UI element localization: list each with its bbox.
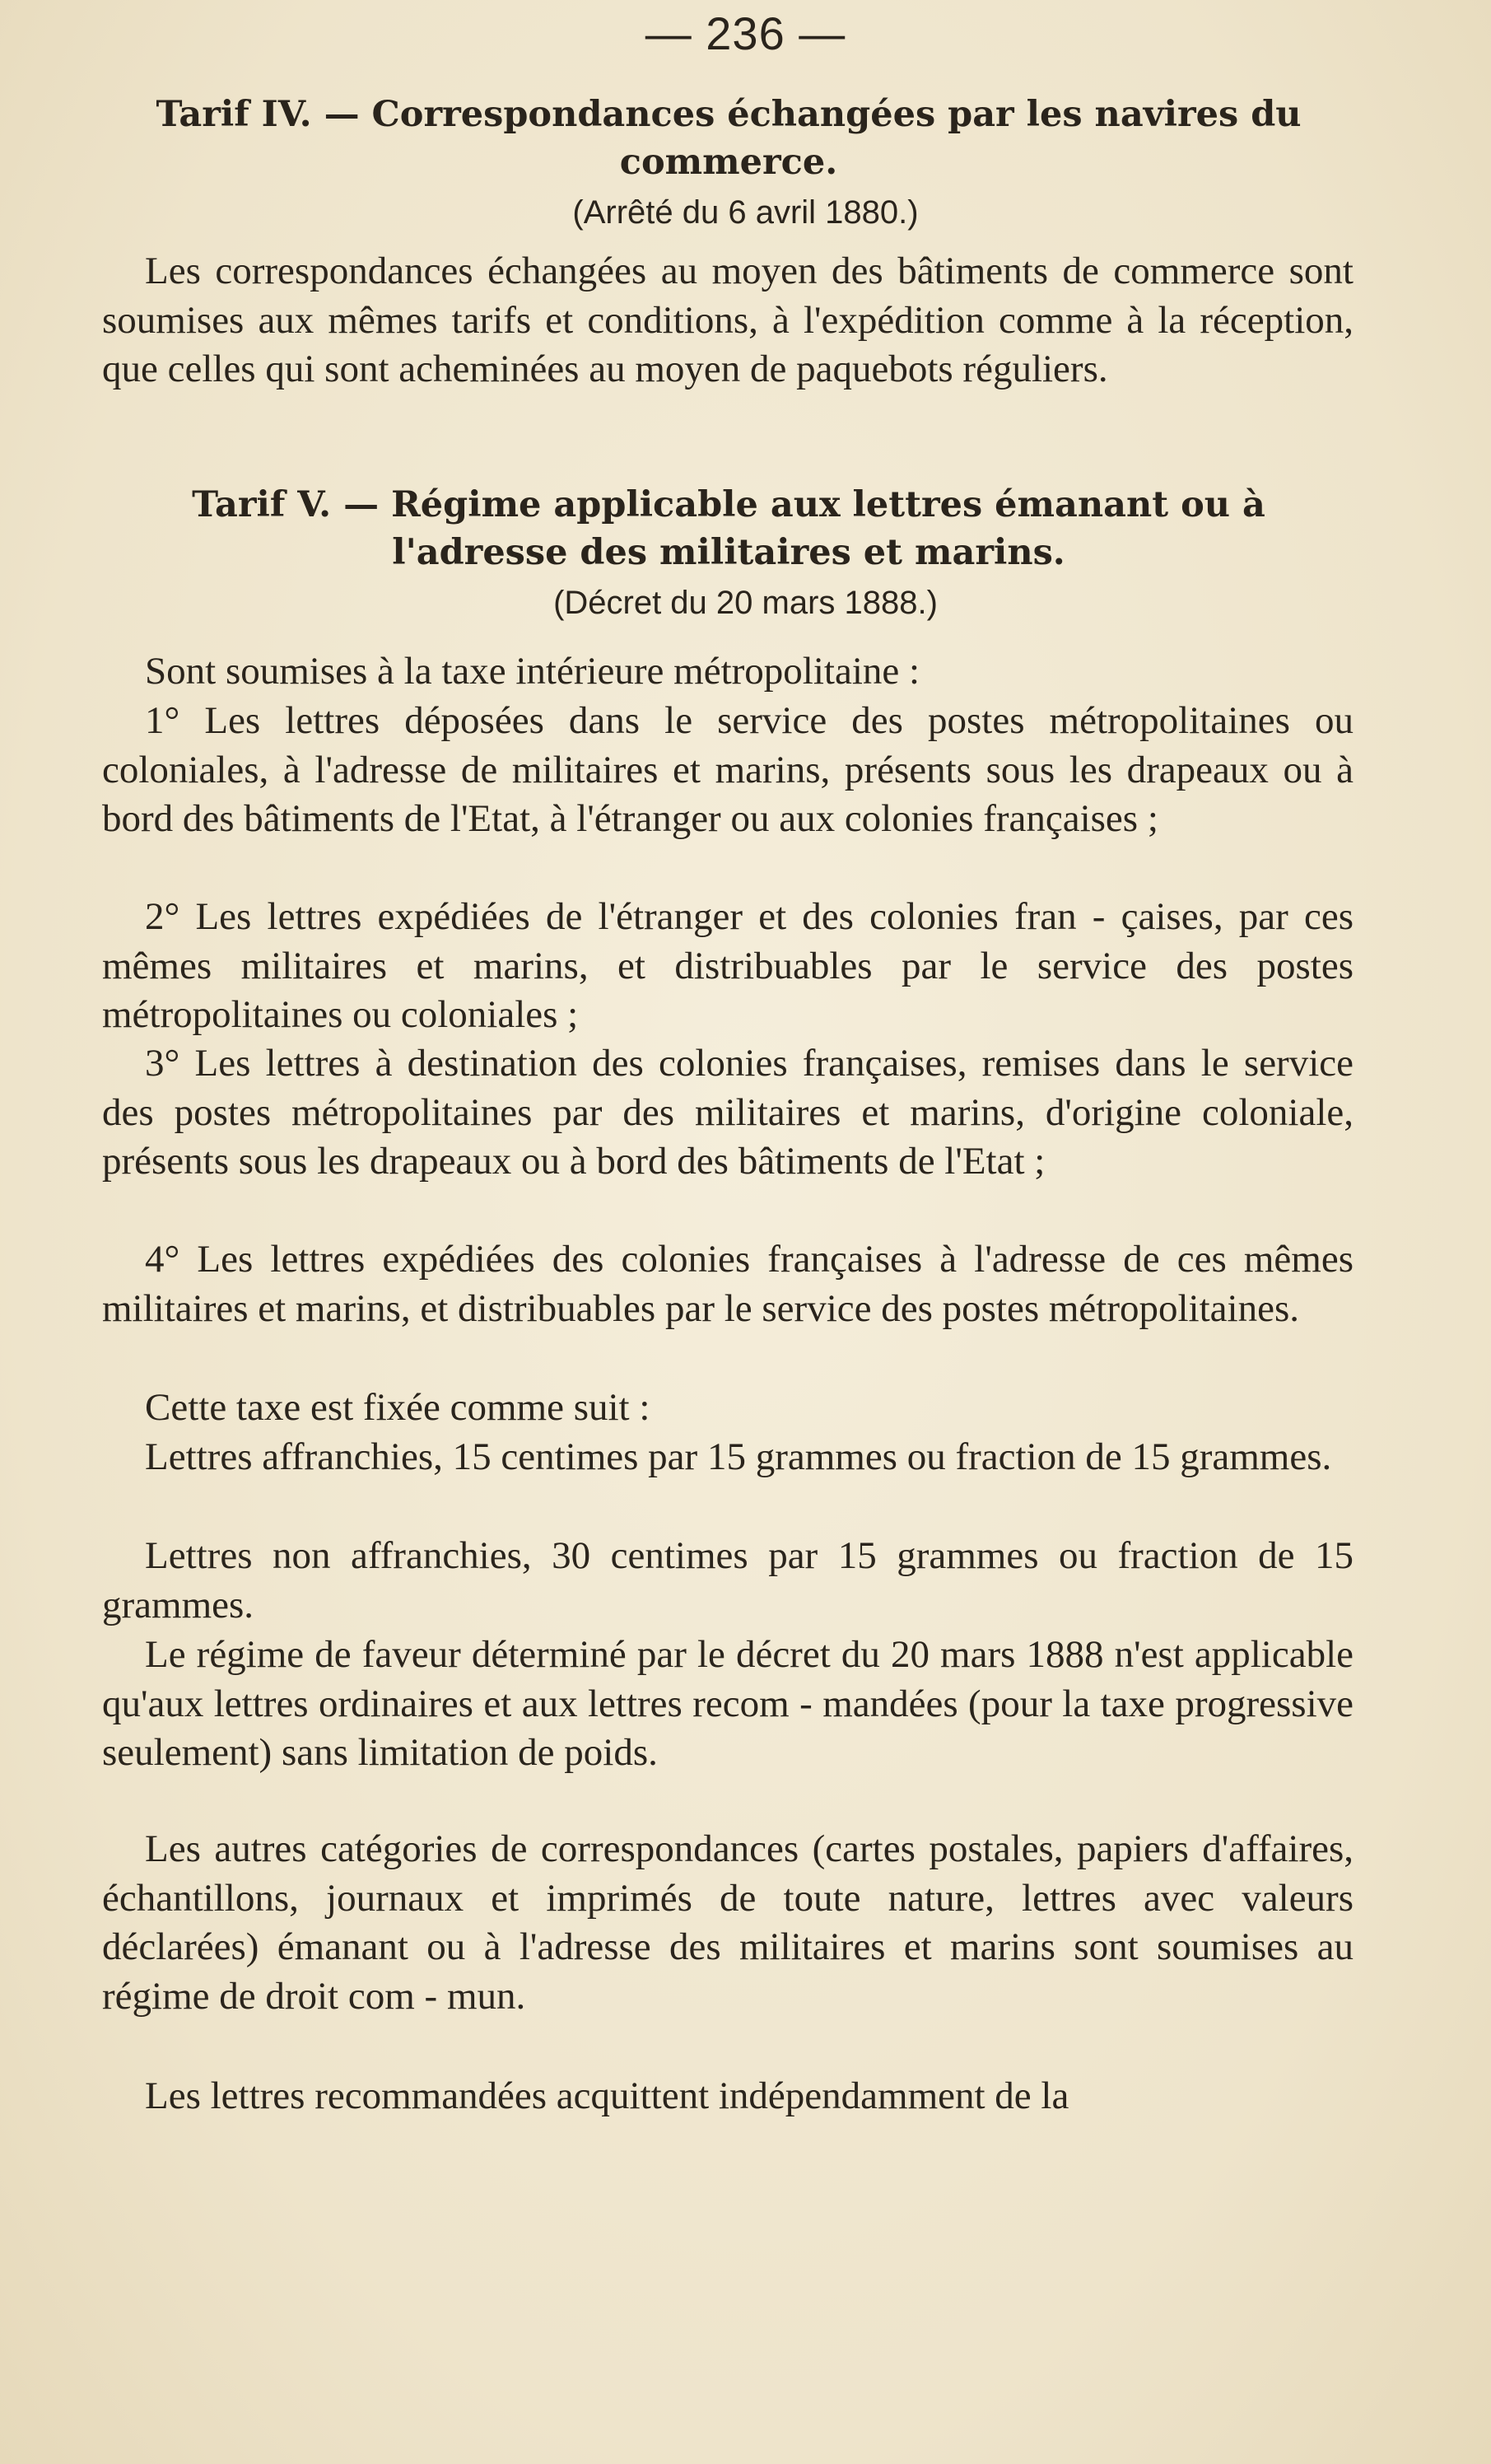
tarif-v-regime: Le régime de faveur déterminé par le décret du 20 mars 1888 n'est applicable qu'aux lettres ordinaires et aux lettres recom - mandées (pour la taxe progressive seulement) sans limitation de poids. <box>102 1633 1354 1774</box>
tarif-v-intro: Sont soumises à la taxe intérieure métropolitaine : <box>145 650 920 693</box>
tarif-v-affranchies: Lettres affranchies, 15 centimes par 15 grammes ou fraction de 15 grammes. <box>145 1435 1332 1478</box>
page-number: — 236 — <box>645 7 846 59</box>
tarif-v-last-line: Les lettres recommandées acquittent indépendamment de la <box>145 2074 1069 2117</box>
tarif-v-taxe: Cette taxe est fixée comme suit : <box>145 1386 650 1429</box>
tarif-v-non-affranchies: Lettres non affranchies, 30 centimes par 15 grammes ou fraction de 15 grammes. <box>102 1534 1354 1626</box>
tarif-v-item-4: 4° Les lettres expédiées des colonies françaises à l'adresse de ces mêmes militaires et marins, et distribuables par le service des postes métropolitaines. <box>102 1238 1354 1330</box>
tarif-iv-paragraph: Les correspondances échangées au moyen des bâtiments de commerce sont soumises aux mêmes tarifs et conditions, à l'expédition comme à la réception, que celles qui sont acheminées au moyen de paquebots réguliers. <box>102 250 1354 390</box>
tarif-v-heading: Tarif V. — Régime applicable aux lettres émanant ou à l'adresse des militaires et marins. <box>192 484 1265 573</box>
tarif-iv-heading: Tarif IV. — Correspondances échangées par les navires du commerce. <box>156 94 1302 183</box>
tarif-v-note: (Décret du 20 mars 1888.) <box>553 585 938 621</box>
tarif-v-item-3: 3° Les lettres à destination des colonies françaises, remises dans le service des postes métropolitaines par des militaires et marins, d'origine coloniale, présents sous les drapeaux ou à bord des bâtiments de l'Etat ; <box>102 1042 1354 1183</box>
tarif-v-item-1: 1° Les lettres déposées dans le service des postes métropolitaines ou coloniales, à l'adresse de militaires et marins, présents sous les drapeaux ou à bord des bâtiments de l'Etat, à l'étranger ou aux colonies françaises ; <box>102 699 1354 840</box>
tarif-v-item-2: 2° Les lettres expédiées de l'étranger et des colonies fran - çaises, par ces mêmes militaires et marins, et distribuables par le service des postes métropolitaines ou coloniales ; <box>102 895 1354 1036</box>
tarif-iv-note: (Arrêté du 6 avril 1880.) <box>572 194 919 231</box>
tarif-v-autres: Les autres catégories de correspondances (cartes postales, papiers d'affaires, échantillons, journaux et imprimés de toute nature, lettres avec valeurs déclarées) émanant ou à l'adresse des militaires et marins sont soumises au régime de droit com - mun. <box>102 1827 1354 2018</box>
